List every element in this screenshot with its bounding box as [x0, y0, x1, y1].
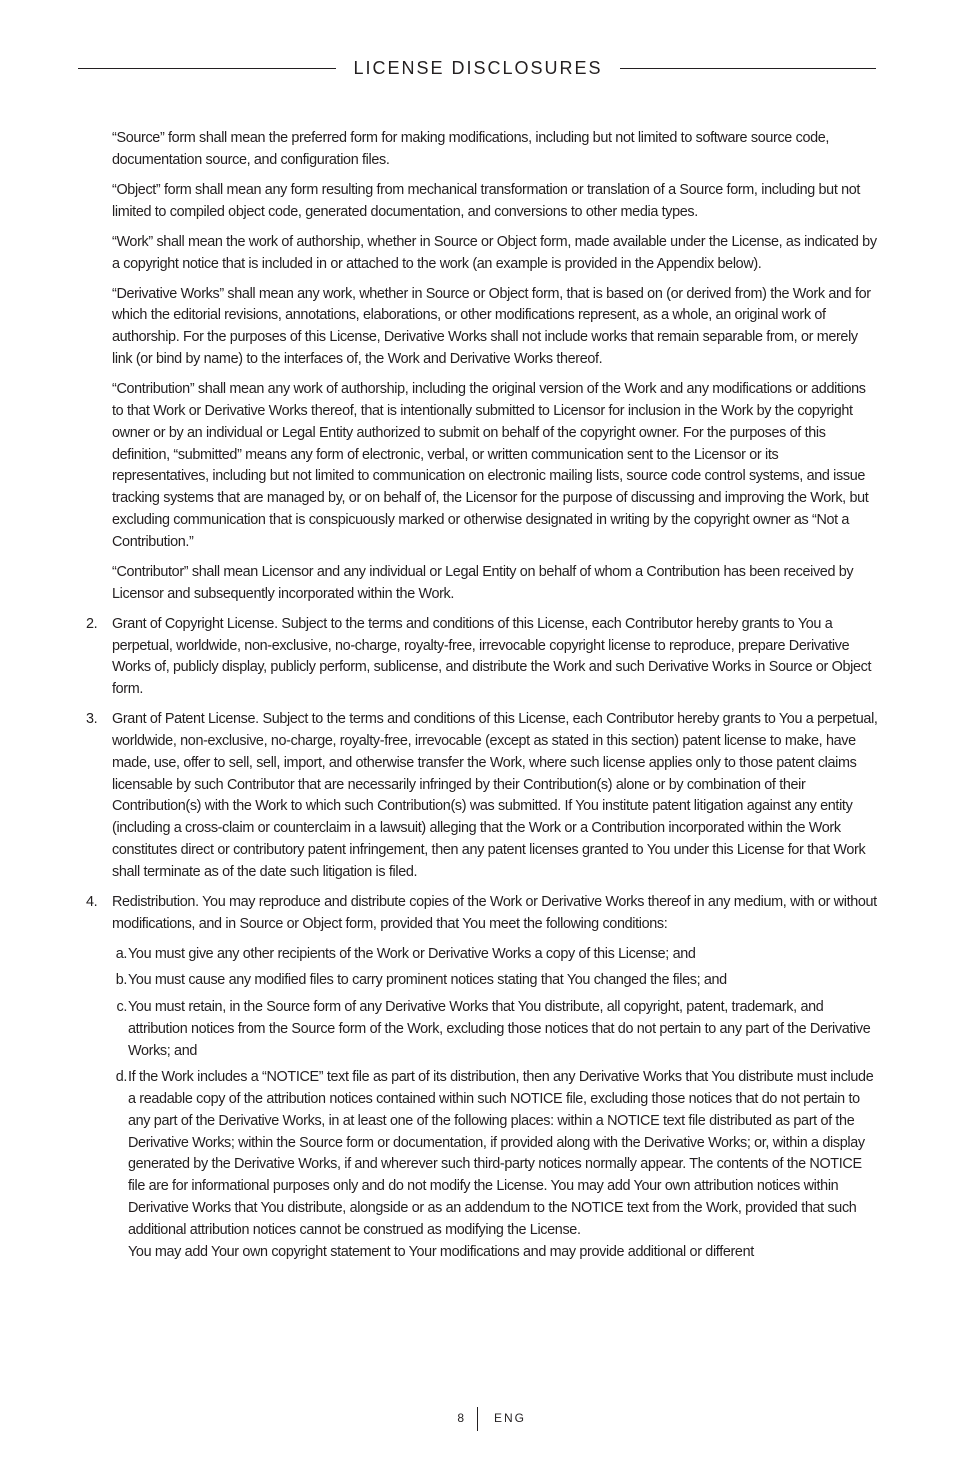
definition-work: “Work” shall mean the work of authorship, whether in Source or Object form, made available under the License, as indicated by a copyright notice that is included in or attached to the work (an example is provided in the Appendix below). [112, 233, 877, 272]
definition-contributor: “Contributor” shall mean Licensor and any individual or Legal Entity on behalf of whom a Contribution has been received by Licensor and subsequently incorporated within the Work. [112, 563, 854, 602]
condition-a [112, 944, 878, 966]
condition-continuation: You may add Your own copyright statement to Your modifications and may provide additional or different [128, 1243, 754, 1260]
section-number: 3. [86, 711, 98, 728]
condition-letter: a. [115, 945, 127, 962]
section-text: Grant of Copyright License. Subject to the terms and conditions of this License, each Contributor hereby grants to You a perpetual, worldwide, non-exclusive, no-charge, royalty-free, irrevocable copyright license to reproduce, prepare Derivative Works of, publicly display, publicly perform, sublicense, and distribute the Work and such Derivative Works in Source or Object form. [112, 615, 872, 698]
section-text: Redistribution. You may reproduce and distribute copies of the Work or Derivative Works thereof in any medium, with or without modifications, and in Source or Object form, provided that You meet the following conditions: [112, 893, 877, 932]
condition-b [112, 970, 878, 992]
section-redistribution [84, 892, 878, 936]
condition-text: You must cause any modified files to carry prominent notices stating that You changed the files; and [128, 972, 727, 989]
condition-letter: c. [116, 998, 127, 1015]
section-patent-license [84, 709, 878, 883]
condition-letter: b. [115, 972, 127, 989]
license-body [84, 128, 878, 1268]
condition-d [112, 1067, 878, 1263]
condition-text-block [128, 1067, 878, 1263]
definition-contribution: “Contribution” shall mean any work of authorship, including the original version of the Work and any modifications or additions to that Work or Derivative Works thereof, that is intentionally submitted to Licensor for inclusion in the Work by the copyright owner or by an individual or Legal Entity authorized to submit on behalf of the copyright owner. For the purposes of this definition, “submitted” means any form of electronic, verbal, or written communication sent to the Licensor or its representatives, including but not limited to communication on electronic mailing lists, source code control systems, and issue tracking systems that are managed by, or on behalf of, the Licensor for the purpose of discussing and improving the Work, but excluding communication that is conspicuously marked or otherwise designated in writing by the copyright owner as “Not a Contribution.” [112, 381, 869, 550]
condition-c [112, 997, 878, 1062]
definition-source: “Source” form shall mean the preferred form for making modifications, including but not limited to software source code, documentation source, and configuration files. [112, 130, 830, 168]
page-title: LICENSE DISCLOSURES [353, 58, 603, 78]
section-number: 4. [86, 893, 98, 910]
footer-separator [477, 1407, 478, 1431]
page-footer [0, 1407, 954, 1431]
section-text: Grant of Patent License. Subject to the terms and conditions of this License, each Contributor hereby grants to You a perpetual, worldwide, non-exclusive, no-charge, royalty-free, irrevocable (except as stated in this section) patent license to make, have made, use, offer to sell, sell, import, and otherwise transfer the Work, where such license applies only to those patent claims licensable by such Contributor that are necessarily infringed by their Contribution(s) alone or by combination of their Contribution(s) with the Work to which such Contribution(s) was submitted. If You institute patent litigation against any entity (including a cross-claim or counterclaim in a lawsuit) alleging that the Work or a Contribution incorporated within the Work constitutes direct or contributory patent infringement, then any patent licenses granted to You under this License for that Work shall terminate as of the date such litigation is filed. [112, 711, 878, 880]
condition-text: You must retain, in the Source form of any Derivative Works that You distribute, all copyright, patent, trademark, and attribution notices from the Source form of the Work, excluding those notices that do not pertain to any part of the Derivative Works; and [128, 998, 871, 1059]
language-label: ENG [494, 1411, 527, 1425]
page-number: 8 [457, 1411, 466, 1425]
section-copyright-license [84, 614, 878, 701]
definition-object: “Object” form shall mean any form resulting from mechanical transformation or translation of a Source form, including but not limited to compiled object code, generated documentation, and conversions to other media types. [112, 181, 861, 220]
page-header [78, 56, 876, 80]
condition-text: If the Work includes a “NOTICE” text file as part of its distribution, then any Derivative Works that You distribute must include a readable copy of the attribution notices contained within such NOTICE file, excluding those notices that do not pertain to any part of the Derivative Works, in at least one of the following places: within a NOTICE text file distributed as part of the Derivative Works; within the Source form or documentation, if provided along with the Derivative Works; or, within a display generated by the Derivative Works, if and wherever such third-party notices normally appear. The contents of the NOTICE file are for informational purposes only and do not modify the License. You may add Your own attribution notices within Derivative Works that You distribute, alongside or as an addendum to the NOTICE text from the Work, provided that such additional attribution notices cannot be construed as modifying the License. [128, 1069, 874, 1238]
definition-derivative-works: “Derivative Works” shall mean any work, whether in Source or Object form, that is based on (or derived from) the Work and for which the editorial revisions, annotations, elaborations, or other modifications represent, as a whole, an original work of authorship. For the purposes of this License, Derivative Works shall not include works that remain separable from, or merely link (or bind by name) to the interfaces of, the Work and Derivative Works thereof. [112, 285, 871, 368]
condition-letter: d. [115, 1069, 127, 1086]
section-number: 2. [86, 615, 98, 632]
header-rule-right [620, 68, 876, 69]
condition-text: You must give any other recipients of the Work or Derivative Works a copy of this License; and [128, 945, 696, 962]
header-rule-left [78, 68, 336, 69]
